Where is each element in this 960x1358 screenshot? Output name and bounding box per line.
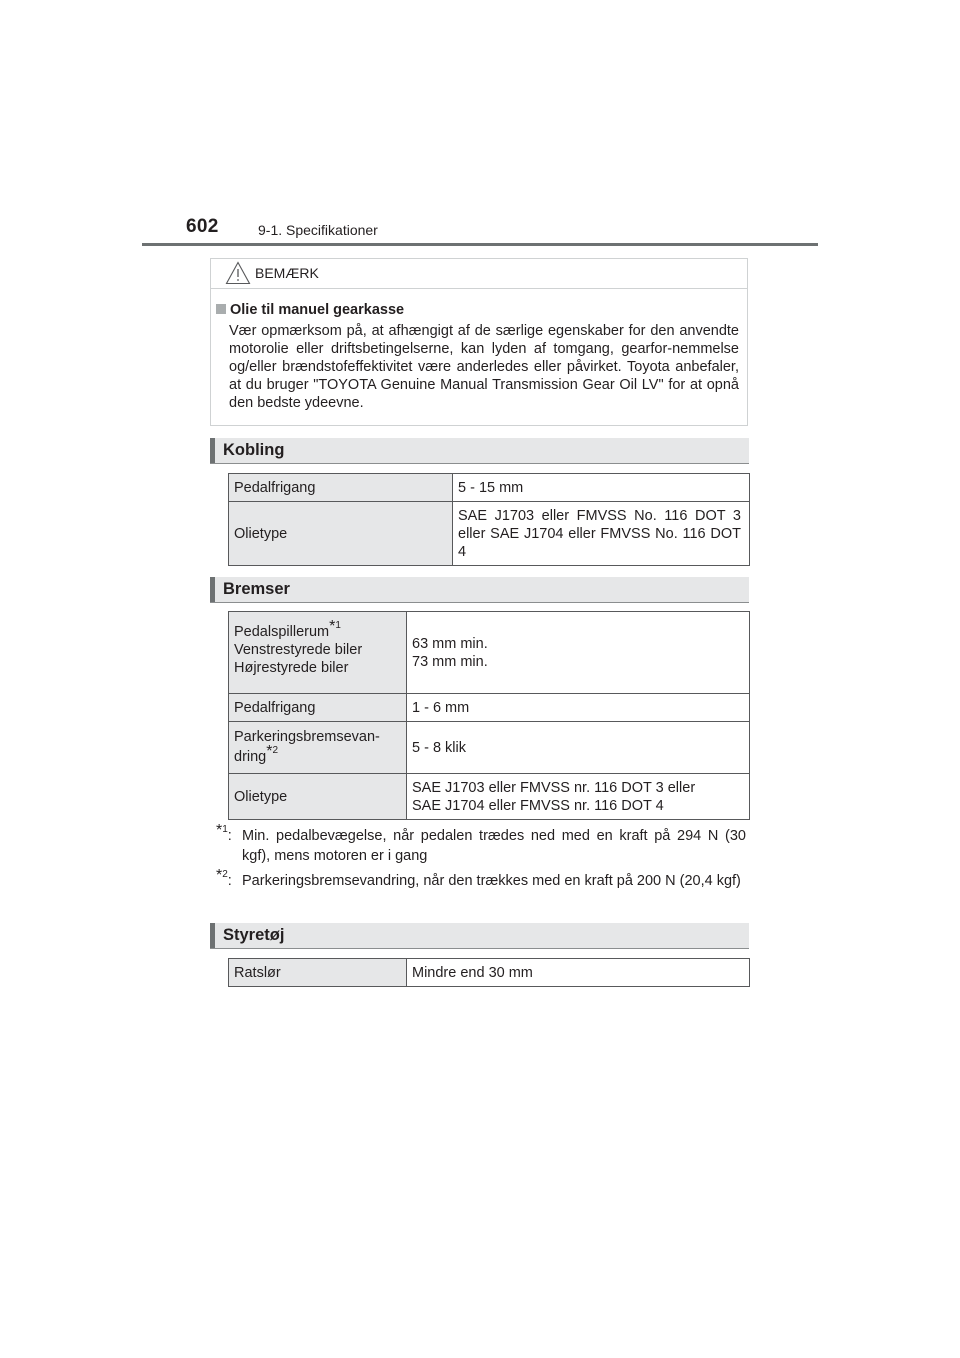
table-label-cell: [229, 612, 407, 694]
table-row: [229, 774, 750, 820]
section-title-kobling: Kobling: [223, 441, 285, 459]
footnote-marker: $^{*2}$:: [216, 867, 232, 889]
footnote-text: Parkeringsbremsevandring, når den trækkes med en kraft på 200 N (20,4 kgf): [242, 873, 741, 889]
table-value-cell: 1 - 6 mm: [407, 694, 750, 722]
parking-brake-label-line1: Parkeringsbremsevan-: [234, 728, 380, 745]
oil-type-line2: SAE J1704 eller FMVSS nr. 116 DOT 4: [412, 797, 664, 814]
chapter-title: 9-1. Specifikationer: [258, 222, 378, 238]
notice-header: [211, 259, 747, 289]
table-row: [229, 502, 750, 566]
footnote-ref: *1: [329, 617, 341, 635]
section-header-bremser: [210, 577, 749, 603]
parking-brake-label-line2: dring: [234, 748, 267, 765]
notice-body: Vær opmærksom på, at afhængigt af de særlige egenskaber for den anvendte motorolie eller driftsbetingelserne, kan lyden af tomgang, gearfor-nemmelse og/eller brændstofeffektivitet være anderledes eller påvirket. Toyota anbefaler, at du bruger "TOYOTA Genuine Manual Transmission Gear Oil LV" for at opnå den bedste ydeevne.: [229, 323, 739, 411]
section-header-kobling: [210, 438, 749, 464]
kobling-table: [228, 473, 750, 566]
table-label-cell: Olietype: [229, 502, 453, 566]
table-value-cell: 5 - 8 klik: [407, 722, 750, 774]
section-title-bremser: Bremser: [223, 580, 290, 598]
section-bar: [210, 577, 215, 602]
footnote-marker: $^{*1}$:: [216, 822, 232, 844]
oil-type-line1: SAE J1703 eller FMVSS nr. 116 DOT 3 eller: [412, 779, 696, 796]
section-bar: [210, 923, 215, 948]
footnote-2: [216, 867, 746, 891]
notice-label: BEMÆRK: [255, 265, 319, 281]
styretoj-table: [228, 958, 750, 987]
footnote-ref: *2: [266, 742, 279, 760]
rhd-label: Højrestyrede biler: [234, 659, 349, 676]
footnote-text: Min. pedalbevægelse, når pedalen trædes ned med en kraft på 294 N (30 kgf), mens motoren er i gang: [242, 828, 746, 864]
section-bar: [210, 438, 215, 463]
header-rule: [142, 243, 818, 246]
table-value-cell: Mindre end 30 mm: [407, 959, 750, 987]
table-label-cell: [229, 722, 407, 774]
bremser-table: [228, 611, 750, 820]
table-row: [229, 722, 750, 774]
table-value-cell: [407, 774, 750, 820]
page-number: 602: [186, 216, 219, 237]
table-row: [229, 474, 750, 502]
table-label-cell: Pedalfrigang: [229, 474, 453, 502]
table-value-cell: SAE J1703 eller FMVSS No. 116 DOT 3 eller SAE J1704 eller FMVSS No. 116 DOT 4: [453, 502, 750, 566]
warning-triangle-icon: [225, 261, 251, 285]
notice-box: [210, 258, 748, 426]
table-value-cell: [407, 612, 750, 694]
table-row: [229, 959, 750, 987]
table-label-cell: Pedalfrigang: [229, 694, 407, 722]
table-label-cell: Olietype: [229, 774, 407, 820]
notice-title: [216, 302, 404, 318]
table-row: [229, 694, 750, 722]
table-value-cell: 5 - 15 mm: [453, 474, 750, 502]
lhd-label: Venstrestyrede biler: [234, 641, 363, 658]
square-bullet-icon: [216, 304, 226, 314]
notice-title-text: Olie til manuel gearkasse: [230, 302, 405, 318]
table-label-cell: Ratslør: [229, 959, 407, 987]
section-title-styretoj: Styretøj: [223, 926, 285, 944]
footnote-1: [216, 822, 746, 866]
lhd-value: 63 mm min.: [412, 635, 488, 652]
table-row: [229, 612, 750, 694]
rhd-value: 73 mm min.: [412, 653, 488, 670]
section-header-styretoj: [210, 923, 749, 949]
pedal-clearance-label: Pedalspillerum: [234, 623, 330, 640]
